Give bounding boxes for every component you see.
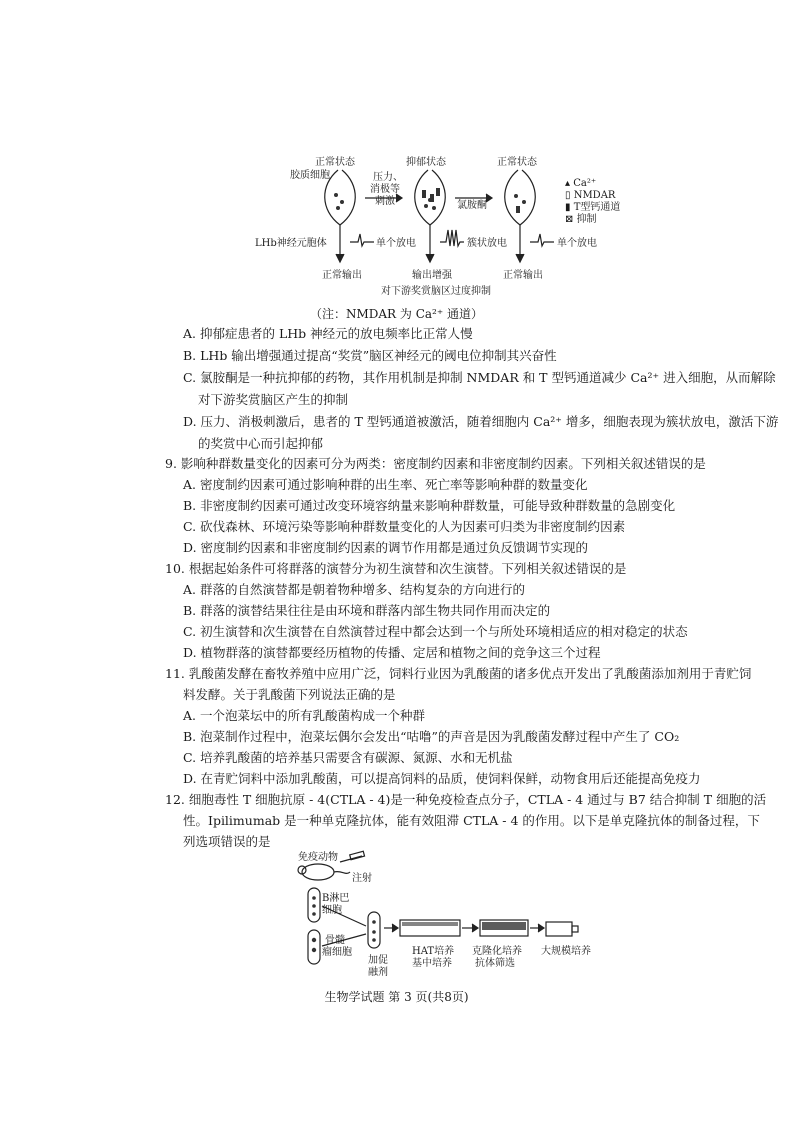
page-footer: 生物学试题 第 3 页(共8页) — [324, 990, 469, 1004]
label-fusion-1: 加促 — [368, 955, 388, 966]
q12-stem-line2: 性。Ipilimumab 是一种单克隆抗体，能有效阻滞 CTLA - 4 的作用。以下是单克隆抗体的制备过程，下 — [183, 813, 760, 828]
q8-option-c-line2: 对下游奖赏脑区产生的抑制 — [198, 392, 349, 407]
neuron-body-3 — [505, 170, 536, 225]
q10-option-c: C. 初生演替和次生演替在自然演替过程中都会达到一个与所处环境相适应的相对稳定的状态 — [183, 624, 688, 639]
legend-nmdar-icon: ▯ — [565, 190, 574, 201]
q8-option-a: A. 抑郁症患者的 LHb 神经元的放电频率比正常人慢 — [183, 326, 473, 341]
label-hat-1: HAT培养 — [412, 946, 455, 957]
q11-stem-line1: 11. 乳酸菌发酵在畜牧养殖中应用广泛，饲料行业因为乳酸菌的诸多优点开发出了乳酸菌添加剂用于青贮饲 — [165, 666, 752, 681]
q9-option-b: B. 非密度制约因素可通过改变环境容纳量来影响种群数量，可能导致种群数量的急剧变化 — [183, 498, 676, 513]
legend-inhibit-icon: ⊠ — [565, 214, 577, 225]
q9-option-c: C. 砍伐森林、环境污染等影响种群数量变化的人为因素可归类为非密度制约因素 — [183, 519, 626, 534]
q9-option-d: D. 密度制约因素和非密度制约因素的调节作用都是通过负反馈调节实现的 — [183, 540, 589, 555]
label-normal-state-1: 正常状态 — [315, 157, 355, 168]
q8-option-d-line1: D. 压力、消极刺激后，患者的 T 型钙通道被激活，随着细胞内 Ca²⁺ 增多，细胞表现为簇状放电，激活下游 — [183, 414, 779, 429]
label-myeloma-2: 瘤细胞 — [322, 947, 352, 958]
q11-option-c: C. 培养乳酸菌的培养基只需要含有碳源、氮源、水和无机盐 — [183, 750, 513, 765]
q11-stem-line2: 料发酵。关于乳酸菌下列说法正确的是 — [183, 687, 396, 702]
label-normal-output-2: 正常输出 — [503, 270, 543, 281]
label-clone-2: 抗体筛选 — [475, 958, 515, 969]
legend-ca: ▴ Ca²⁺ — [565, 178, 597, 189]
label-stimulus-1: 压力、 — [373, 172, 403, 183]
label-enhanced-output: 输出增强 — [412, 270, 452, 281]
label-downstream-inhibit: 对下游奖赏脑区过度抑制 — [381, 286, 491, 297]
q10-option-a: A. 群落的自然演替都是朝着物种增多、结构复杂的方向进行的 — [183, 582, 525, 597]
label-normal-state-2: 正常状态 — [497, 157, 537, 168]
bottle-shape — [546, 922, 572, 936]
label-single-discharge-2: 单个放电 — [557, 238, 597, 249]
legend-nmdar: ▯ NMDAR — [565, 190, 616, 201]
q10-option-b: B. 群落的演替结果往往是由环境和群落内部生物共同作用而决定的 — [183, 603, 551, 618]
label-immune-animal: 免疫动物 — [298, 852, 338, 863]
q9-option-a: A. 密度制约因素可通过影响种群的出生率、死亡率等影响种群的数量变化 — [183, 477, 588, 492]
label-lhb-soma: LHb神经元胞体 — [255, 238, 327, 249]
mouse-shape — [302, 864, 334, 880]
label-clone-1: 克隆化培养 — [472, 946, 522, 957]
legend-inhibit: ⊠ 抑制 — [565, 214, 597, 225]
q9-stem: 9. 影响种群数量变化的因素可分为两类：密度制约因素和非密度制约因素。下列相关叙述错误的是 — [165, 456, 706, 471]
label-stimulus-2: 消极等 — [370, 184, 400, 195]
label-burst-discharge: 簇状放电 — [467, 238, 507, 249]
label-b-cell-2: 细胞 — [322, 905, 342, 916]
label-normal-output-1: 正常输出 — [322, 270, 362, 281]
legend-t-channel-icon: ▮ — [565, 202, 574, 213]
q8-option-c-line1: C. 氯胺酮是一种抗抑郁的药物，其作用机制是抑制 NMDAR 和 T 型钙通道减少 Ca²⁺ 进入细胞，从而解除 — [183, 370, 776, 385]
label-stimulus-3: 刺激 — [375, 196, 395, 207]
label-b-cell-1: B淋巴 — [322, 893, 350, 904]
figure1-note: （注：NMDAR 为 Ca²⁺ 通道） — [309, 307, 484, 321]
q8-option-d-line2: 的奖赏中心而引起抑郁 — [198, 436, 324, 451]
label-inject: 注射 — [352, 873, 372, 884]
legend-ca-icon: ▴ — [565, 178, 574, 189]
q11-option-d: D. 在青贮饲料中添加乳酸菌，可以提高饲料的品质，使饲料保鲜，动物食用后还能提高免疫力 — [183, 771, 701, 786]
label-glia-cell: 胶质细胞 — [290, 170, 330, 181]
label-fusion-2: 融剂 — [368, 967, 388, 978]
label-large-scale: 大规模培养 — [541, 946, 591, 957]
label-hat-2: 基中培养 — [412, 958, 452, 969]
label-myeloma-1: 骨髓 — [325, 935, 345, 946]
q12-stem-line1: 12. 细胞毒性 T 细胞抗原 - 4(CTLA - 4)是一种免疫检查点分子，CTLA - 4 通过与 B7 结合抑制 T 细胞的活 — [165, 792, 767, 807]
q11-option-a: A. 一个泡菜坛中的所有乳酸菌构成一个种群 — [183, 708, 425, 723]
q10-option-d: D. 植物群落的演替都要经历植物的传播、定居和植物之间的竞争这三个过程 — [183, 645, 601, 660]
q10-stem: 10. 根据起始条件可将群落的演替分为初生演替和次生演替。下列相关叙述错误的是 — [165, 561, 627, 576]
label-single-discharge-1: 单个放电 — [376, 238, 416, 249]
q11-option-b: B. 泡菜制作过程中，泡菜坛偶尔会发出“咕噜”的声音是因为乳酸菌发酵过程中产生了 CO₂ — [183, 729, 680, 744]
label-ketamine: 氯胺酮 — [457, 200, 487, 211]
q8-option-b: B. LHb 输出增强通过提高“奖赏”脑区神经元的阈电位抑制其兴奋性 — [183, 348, 557, 363]
q12-stem-line3: 列选项错误的是 — [183, 834, 271, 849]
legend-t-channel: ▮ T型钙通道 — [565, 202, 621, 213]
label-depressed-state: 抑郁状态 — [406, 157, 446, 168]
